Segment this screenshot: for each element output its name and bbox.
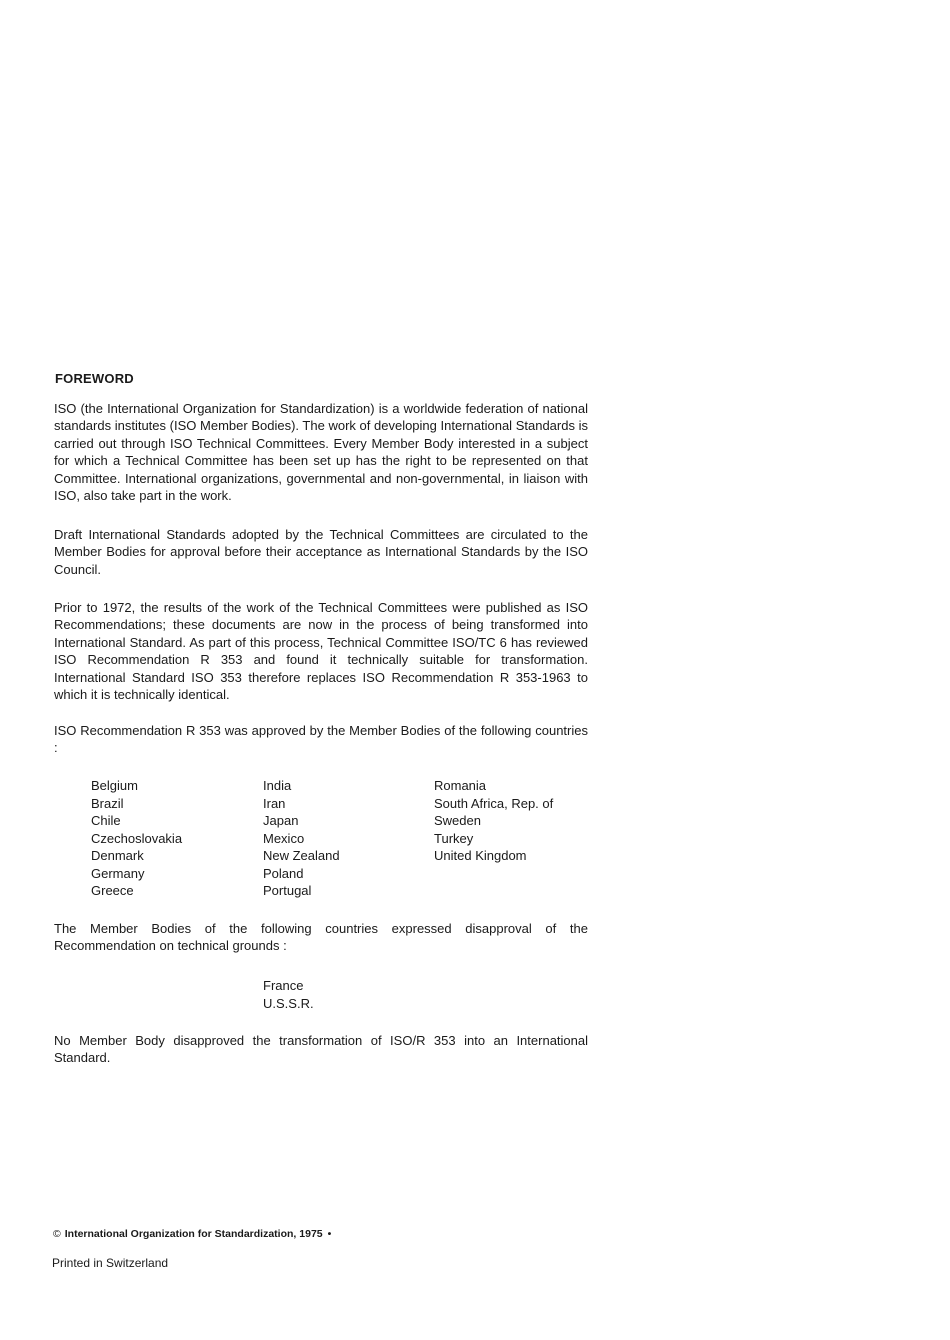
closing-paragraph (54, 1032, 588, 1067)
country-item: Chile (91, 813, 121, 828)
country-item: U.S.S.R. (263, 995, 314, 1011)
copyright-line (53, 1228, 331, 1240)
country-item: Greece (91, 883, 134, 898)
printed-in-line: Printed in Switzerland (52, 1256, 169, 1270)
country-item: Mexico (263, 830, 305, 846)
country-item: Brazil (91, 795, 124, 811)
countries-column-3 (434, 777, 553, 865)
paragraph-text: Prior to 1972, the results of the work of the Technical Committees were published as ISO Recommendations; these documents are now in the process of being transformed into International Standard. As part of this process, Technical Committee ISO/TC 6 has reviewed ISO Recommendation R 353 and found it technically suitable for transformation. International Standard ISO 353 therefore replaces ISO Recommendation R 353-1963 to which it is technically identical. (54, 600, 588, 703)
country-item: Denmark (91, 848, 144, 863)
paragraph-text: The Member Bodies of the following countries expressed disapproval of the Recommendation on technical grounds : (54, 921, 588, 954)
country-item: Czechoslovakia (91, 830, 183, 846)
countries-column-1 (91, 777, 182, 900)
country-item: South Africa, Rep. of (434, 795, 554, 811)
bullet-icon: • (327, 1228, 332, 1240)
country-item: United Kingdom (434, 848, 527, 863)
foreword-heading: FOREWORD (55, 371, 134, 386)
foreword-paragraph-1 (54, 400, 588, 504)
country-item: Turkey (434, 830, 474, 846)
disapproval-paragraph (54, 920, 588, 955)
foreword-paragraph-4 (54, 722, 588, 757)
country-item: France (263, 978, 304, 993)
country-item: Belgium (91, 778, 138, 793)
disapproving-countries-list (263, 977, 314, 1012)
country-item: Romania (434, 778, 487, 793)
country-item: Sweden (434, 813, 481, 828)
country-item: Japan (263, 813, 299, 828)
paragraph-text: No Member Body disapproved the transformation of ISO/R 353 into an International Standard. (54, 1033, 588, 1066)
country-item: Iran (263, 795, 286, 811)
countries-column-2 (263, 777, 340, 900)
copyright-text: International Organization for Standardization, 1975 (64, 1228, 323, 1240)
foreword-paragraph-3 (54, 599, 588, 703)
country-item: Germany (91, 865, 145, 881)
paragraph-text: Draft International Standards adopted by the Technical Committees are circulated to the Member Bodies for approval before their acceptance as International Standards by the ISO Council. (54, 527, 588, 577)
paragraph-text: ISO (the International Organization for Standardization) is a worldwide federation of national standards institutes (ISO Member Bodies). The work of developing International Standards is carried out through ISO Technical Committees. Every Member Body interested in a subject for which a Technical Committee has been set up has the right to be represented on that Committee. International organizations, governmental and non-governmental, in liaison with ISO, also take part in the work. (54, 401, 588, 504)
foreword-paragraph-2 (54, 526, 588, 578)
copyright-icon: © (53, 1228, 61, 1240)
country-item: New Zealand (263, 848, 340, 863)
country-item: Poland (263, 865, 304, 881)
country-item: India (263, 778, 292, 793)
country-item: Portugal (263, 883, 312, 898)
paragraph-text: ISO Recommendation R 353 was approved by the Member Bodies of the following countries : (54, 723, 588, 756)
